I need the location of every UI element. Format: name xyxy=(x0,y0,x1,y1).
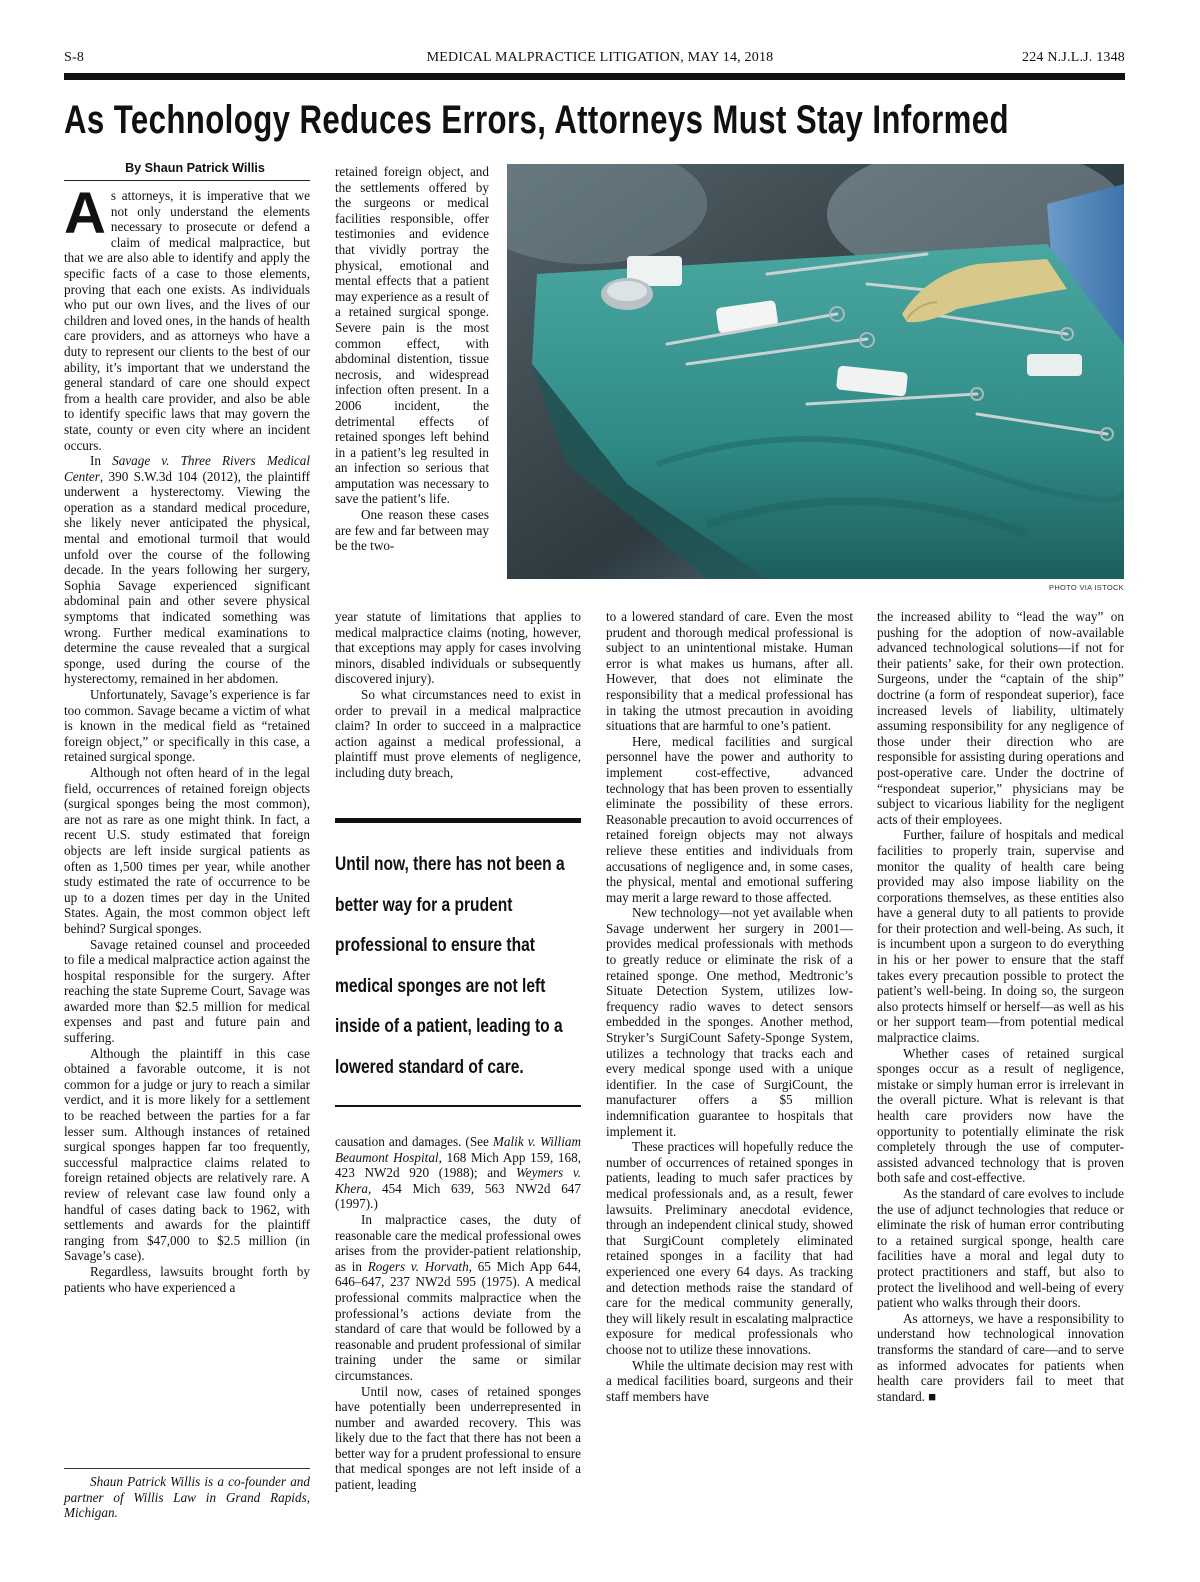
paragraph: Further, failure of hospitals and medical facilities to properly train, supervise and monitor the quality of health care being provided may also impose liability on the corporations themselves, as these entities also have a general duty to all patients to provide for their protection and well-being. As such, it is incumbent upon a surgeon to do everything in his or her power to ensure that the staff takes every precaution possible to protect the patient’s well-being. In doing so, the surgeon also protects himself or herself—as well as his or her support team—from potential medical malpractice claims. xyxy=(877,827,1124,1046)
paragraph: Although not often heard of in the legal field, occurrences of retained foreign objects (surgical sponges being the most common), are not as rare as one might think. In fact, a recent U.S. study estimated that foreign objects are left inside surgical patients as often as 1,500 times per year, while another study estimated the rate of occurrence to be up to a dozen times per day in the United States. Again, the most common object left behind? Surgical sponges. xyxy=(64,764,310,936)
paragraph-text: causation and damages. (See xyxy=(335,1134,493,1149)
paragraph-text: In malpractice cases, the duty of reasonable care the medical professional owes arises from the provider-patient relationship, as in xyxy=(335,1211,581,1274)
surgical-instruments-photo xyxy=(507,164,1124,579)
paragraph: Whether cases of retained surgical sponges occur as a result of negligence, mistake or simply human error is irrelevant in the overall picture. What is relevant is that health care providers now have the opportunity to potentially eliminate the risk completely through the use of computer-assisted advanced technology that is proven both safe and cost-effective. xyxy=(877,1045,1124,1186)
paragraph xyxy=(335,1212,581,1384)
case-citation: Weymers v. Khera xyxy=(335,1165,581,1196)
paragraph-text: As attorneys, we have a responsibility to understand how technological innovation transforms the standard of care—and to serve as informed advocates for patients when health care providers fail to meet that standard. xyxy=(877,1310,1124,1404)
paragraph-text: , 390 S.W.3d 104 (2012), the plaintiff underwent a hysterectomy. Viewing the operation as a standard medical procedure, she likely never anticipated the physical, mental and emotional turmoil that would unfold over the course of the following decade. In the years following her surgery, Sophia Savage experienced significant abdominal pain and other severe physical symptoms that indicated something was wrong. Further medical examinations to determine the cause revealed that a surgical sponge, used during the course of the hysterectomy, remained in her abdomen. xyxy=(64,468,310,687)
column-2-top xyxy=(335,164,489,609)
case-citation: Savage v. Three Rivers Medical Center xyxy=(64,453,310,484)
column-4 xyxy=(877,609,1124,1554)
paragraph: Here, medical facilities and surgical personnel have the power and authority to implement cost-effective, advanced technology that has been proven to essentially eliminate the possibility of these errors. Reasonable precaution to avoid occurrences of retained foreign objects may not always relieve these entities and individuals from accusations of negligence and, in some cases, the physical, mental and emotional suffering may merit a large reward to those affected. xyxy=(606,733,853,905)
paragraph xyxy=(335,1134,581,1212)
article-headline: As Technology Reduces Errors, Attorneys Must Stay Informed xyxy=(64,98,1009,142)
pullquote-rule-bottom xyxy=(335,1105,581,1107)
end-mark-icon: ■ xyxy=(928,1388,937,1404)
bio-rule xyxy=(64,1468,310,1469)
paragraph: Although the plaintiff in this case obtained a favorable outcome, it is not common for a judge or jury to reach a similar verdict, and it is more likely for a settlement to be reached between the parties for a far lesser sum. Although instances of retained surgical sponges happen far too frequently, successful malpractice claims related to foreign retained objects are relatively rare. A review of relevant case law found only a handful of cases dating back to 1962, with settlements and awards for the plaintiff ranging from $47,000 to $2.5 million (in Savage’s case). xyxy=(64,1045,310,1264)
section-title: MEDICAL MALPRACTICE LITIGATION, MAY 14, 2018 xyxy=(426,50,774,65)
column-1 xyxy=(64,188,310,1458)
paragraph-text: , 168 Mich App 159, 168, 423 NW2d 920 (1988); and xyxy=(335,1149,581,1181)
paragraph: retained foreign object, and the settlements offered by the surgeons or medical facilities responsible, offer testimonies and evidence that vividly portray the physical, emotional and mental effects that a patient may experience as a result of a retained surgical sponge. Severe pain is the most common effect, with abdominal distention, tissue necrosis, and widespread infection often present. In a 2006 incident, the detrimental effects of retained sponges left behind in a patient’s leg resulted in an infection so serious that amputation was necessary to save the patient’s life. xyxy=(335,164,489,507)
paragraph xyxy=(64,453,310,687)
paragraph: to a lowered standard of care. Even the most prudent and thorough medical professional is subject to an unintentional mistake. Human error is what makes us humans, after all. However, that does not eliminate the responsibility that a medical professional has in taking the utmost precaution in avoiding situations that are harmful to one’s patient. xyxy=(606,609,853,734)
pullquote-rule-top xyxy=(335,818,581,823)
paragraph: While the ultimate decision may rest with a medical facilities board, surgeons and their staff members have xyxy=(606,1357,853,1404)
page-number: S-8 xyxy=(64,50,85,65)
paragraph xyxy=(877,1311,1124,1405)
column-2-bottom xyxy=(335,1134,581,1554)
paragraph: year statute of limitations that applies to medical malpractice claims (noting, however, that exceptions may apply for cases involving minors, disabled individuals or subsequently discovered injury). xyxy=(335,609,581,687)
author-bio: Shaun Patrick Willis is a co-founder and partner of Willis Law in Grand Rapids, Michigan. xyxy=(64,1474,310,1521)
case-citation: Rogers v. Horvath xyxy=(367,1258,469,1274)
paragraph-text: , 65 Mich App 644, 646–647, 237 NW2d 595 (1975). A medical professional commits malpractice when the professional’s actions deviate from the standard of care that would be followed by a reasonable and prudent professional of similar training under the same or similar circumstances. xyxy=(335,1258,581,1383)
drop-cap: A xyxy=(64,188,106,246)
header-rule xyxy=(64,73,1125,80)
paragraph: Until now, cases of retained sponges have potentially been underrepresented in number and awarded recovery. This was likely due to the fact that there has not been a better way for a prudent professional to ensure that medical sponges are not left inside of a patient, leading xyxy=(335,1383,581,1493)
paragraph: One reason these cases are few and far between may be the two- xyxy=(335,507,489,554)
paragraph: Regardless, lawsuits brought forth by patients who have experienced a xyxy=(64,1263,310,1295)
paragraph: As the standard of care evolves to include the use of adjunct technologies that reduce or eliminate the risk of human error contributing to a retained surgical sponge, health care facilities have a moral and legal duty to protect practitioners and staff, but also to protect the livelihood and well-being of every patient who walks through their doors. xyxy=(877,1185,1124,1311)
paragraph: New technology—not yet available when Savage underwent her surgery in 2001—provides medical professionals with methods to greatly reduce or eliminate the risk of a retained sponge. One method, Medtronic’s Situate Detection System, utilizes low-frequency radio waves to detect sensors embedded in the sponges. Another method, Stryker’s SurgiCount Safety-Sponge System, utilizes a technology that tracks each and every medical sponge used with a unique identifier. In the case of SurgiCount, the manufacturer offers a $5 million indemnification guarantee to hospitals that implement it. xyxy=(606,905,853,1139)
paragraph xyxy=(64,188,310,453)
paragraph: Savage retained counsel and proceeded to file a medical malpractice action against the hospital responsible for the surgery. After reaching the state Supreme Court, Savage was awarded more than $2.5 million for medical expenses and past and future pain and suffering. xyxy=(64,936,310,1046)
column-2-continued xyxy=(335,609,581,803)
paragraph: These practices will hopefully reduce the number of occurrences of retained sponges in patients, leading to much safer practices by medical professionals and, as a result, fewer lawsuits. Preliminary anecdotal evidence, through an independent clinical study, showed that SurgiCount completely eliminated retained sponges in a facility that had experienced one every 64 days. As tracking and detection methods raise the standard of care for the medical community generally, they will likely result in escalating malpractice exposure for medical professionals who choose not to utilize these innovations. xyxy=(606,1139,853,1357)
paragraph-text: In xyxy=(90,453,113,469)
paragraph: the increased ability to “lead the way” on pushing for the adoption of now-available advanced technological solutions—if not for their patients’ sake, for their own protection. Surgeons, under the “captain of the ship” doctrine (a form of respondeat superior), face increased levels of liability, ultimately assuming responsibility for any negligence of those under their direction who are responsible for assisting during operations and post-operative care. Under the doctrine of “respondeat superior,” physicians may be subject to vicarious liability for the negligent acts of their employees. xyxy=(877,609,1124,827)
paragraph-text: , 454 Mich 639, 563 NW2d 647 (1997).) xyxy=(335,1180,581,1212)
photo-credit: PHOTO VIA ISTOCK xyxy=(1049,583,1124,592)
byline: By Shaun Patrick Willis xyxy=(125,161,265,175)
paragraph: Unfortunately, Savage’s experience is far too common. Savage became a victim of what is known in the medical field as “retained foreign object,” or specifically in this case, a retained surgical sponge. xyxy=(64,687,310,765)
photo-illustration xyxy=(507,164,1124,579)
journal-citation: 224 N.J.L.J. 1348 xyxy=(1022,50,1125,65)
paragraph: So what circumstances need to exist in order to prevail in a medical malpractice claim? In order to succeed in a malpractice action against a medical professional, a plaintiff must prove elements of negligence, including duty breach, xyxy=(335,686,581,780)
byline-rule xyxy=(64,180,310,181)
paragraph-text: s attorneys, it is imperative that we not only understand the elements necessary to prosecute or defend a claim of medical malpractice, but that we are also able to identify and apply the specific facts of a case to those elements, proving that each one exists. As individuals who put our own lives, and the lives of our children and loved ones, in the hands of health care providers, and as attorneys who have a duty to represent our clients to the best of our ability, it’s important that we understand the general standard of care one should expect from a health care provider, and also be able to identify specific laws that may govern the state, county or even city where an incident occurs. xyxy=(64,188,310,453)
pull-quote: Until now, there has not been a better way for a prudent professional to ensure that medical sponges are not left inside of a patient, leading to a lowered standard of care. xyxy=(335,854,565,1078)
case-citation: Malik v. William Beaumont Hospital xyxy=(335,1134,581,1165)
column-3 xyxy=(606,609,853,1554)
